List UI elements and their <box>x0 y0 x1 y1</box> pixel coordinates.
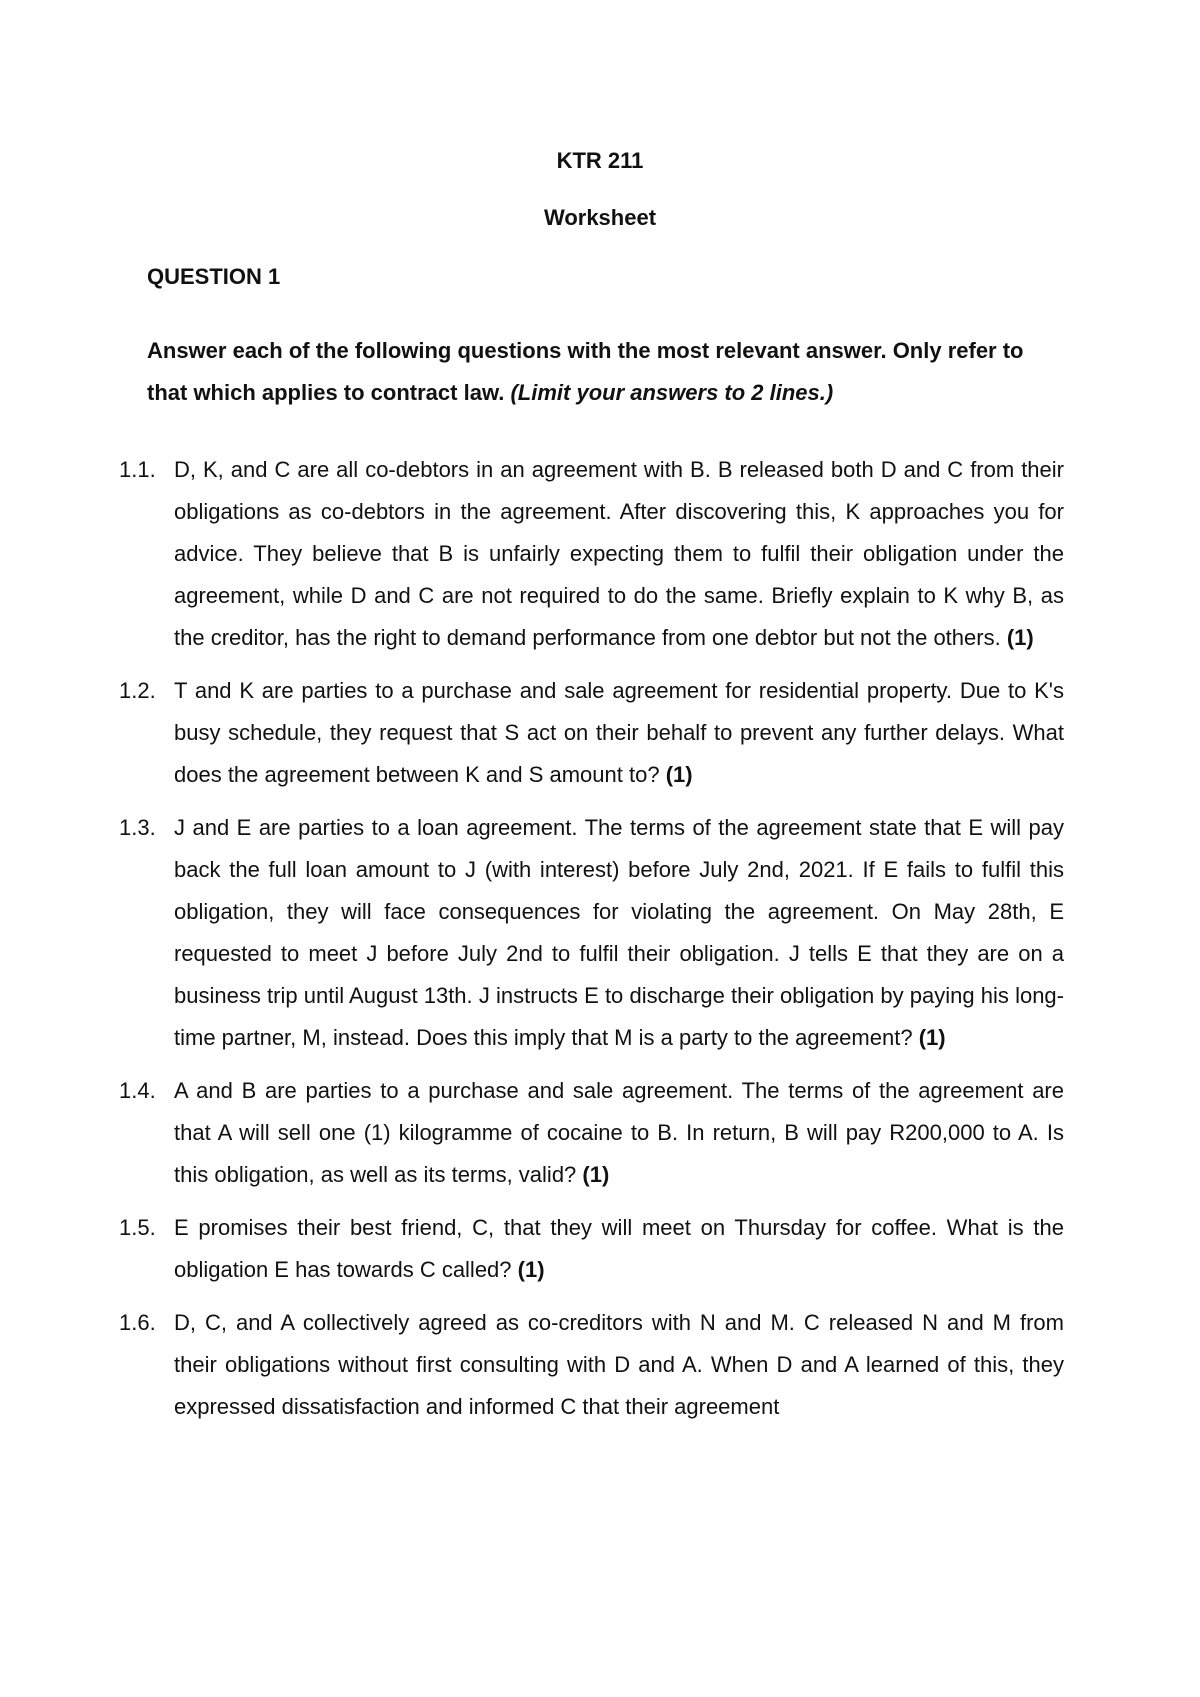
instructions <box>147 330 1062 414</box>
question-item <box>119 1302 1064 1428</box>
question-text <box>174 1070 1064 1196</box>
question-number: 1.1. <box>119 457 156 482</box>
question-marks: (1) <box>582 1162 610 1187</box>
question-body: A and B are parties to a purchase and sale agreement. The terms of the agreement are that A will sell one (1) kilogramme of cocaine to B. In return, B will pay R200,000 to A. Is this obligation, as well as its terms, valid? <box>174 1078 1064 1187</box>
instructions-main: Answer each of the following questions with the most relevant answer. Only refer to that which applies to contract law. <box>147 338 1024 405</box>
question-item <box>119 1207 1064 1291</box>
question-number: 1.2. <box>119 678 156 703</box>
question-text <box>174 807 1064 1059</box>
question-body: J and E are parties to a loan agreement. The terms of the agreement state that E will pay back the full loan amount to J (with interest) before July 2nd, 2021. If E fails to fulfil this obligation, they will face consequences for violating the agreement. On May 28th, E requested to meet J before July 2nd to fulfil their obligation. J tells E that they are on a business trip until August 13th. J instructs E to discharge their obligation by paying his long-time partner, M, instead. Does this imply that M is a party to the agreement? <box>174 815 1064 1050</box>
question-body: T and K are parties to a purchase and sale agreement for residential property. Due to K's busy schedule, they request that S act on their behalf to prevent any further delays. What does the agreement between K and S amount to? <box>174 678 1064 787</box>
section-heading: QUESTION 1 <box>147 264 281 289</box>
question-text <box>174 1207 1064 1291</box>
question-body: D, K, and C are all co-debtors in an agreement with B. B released both D and C from their obligations as co-debtors in the agreement. After discovering this, K approaches you for advice. They believe that B is unfairly expecting them to fulfil their obligation under the agreement, while D and C are not required to do the same. Briefly explain to K why B, as the creditor, has the right to demand performance from one debtor but not the others. <box>174 457 1064 650</box>
question-number: 1.6. <box>119 1310 156 1335</box>
question-marks: (1) <box>1006 625 1034 650</box>
question-item <box>119 1070 1064 1196</box>
question-marks: (1) <box>517 1257 545 1282</box>
question-body: D, C, and A collectively agreed as co-creditors with N and M. C released N and M from their obligations without first consulting with D and A. When D and A learned of this, they expressed dissatisfaction and informed C that their agreement <box>174 1310 1064 1419</box>
question-item <box>119 670 1064 796</box>
question-marks: (1) <box>918 1025 946 1050</box>
question-item <box>119 449 1064 659</box>
question-text <box>174 670 1064 796</box>
question-body: E promises their best friend, C, that they will meet on Thursday for coffee. What is the obligation E has towards C called? <box>174 1215 1064 1282</box>
question-marks: (1) <box>665 762 693 787</box>
instructions-note: (Limit your answers to 2 lines.) <box>510 380 834 405</box>
question-number: 1.4. <box>119 1078 156 1103</box>
course-code: KTR 211 <box>556 148 644 173</box>
question-number: 1.5. <box>119 1215 156 1240</box>
question-text <box>174 1302 1064 1428</box>
question-text <box>174 449 1064 659</box>
question-list <box>119 449 1064 1439</box>
question-number: 1.3. <box>119 815 156 840</box>
question-item <box>119 807 1064 1059</box>
document-title: Worksheet <box>543 205 657 230</box>
